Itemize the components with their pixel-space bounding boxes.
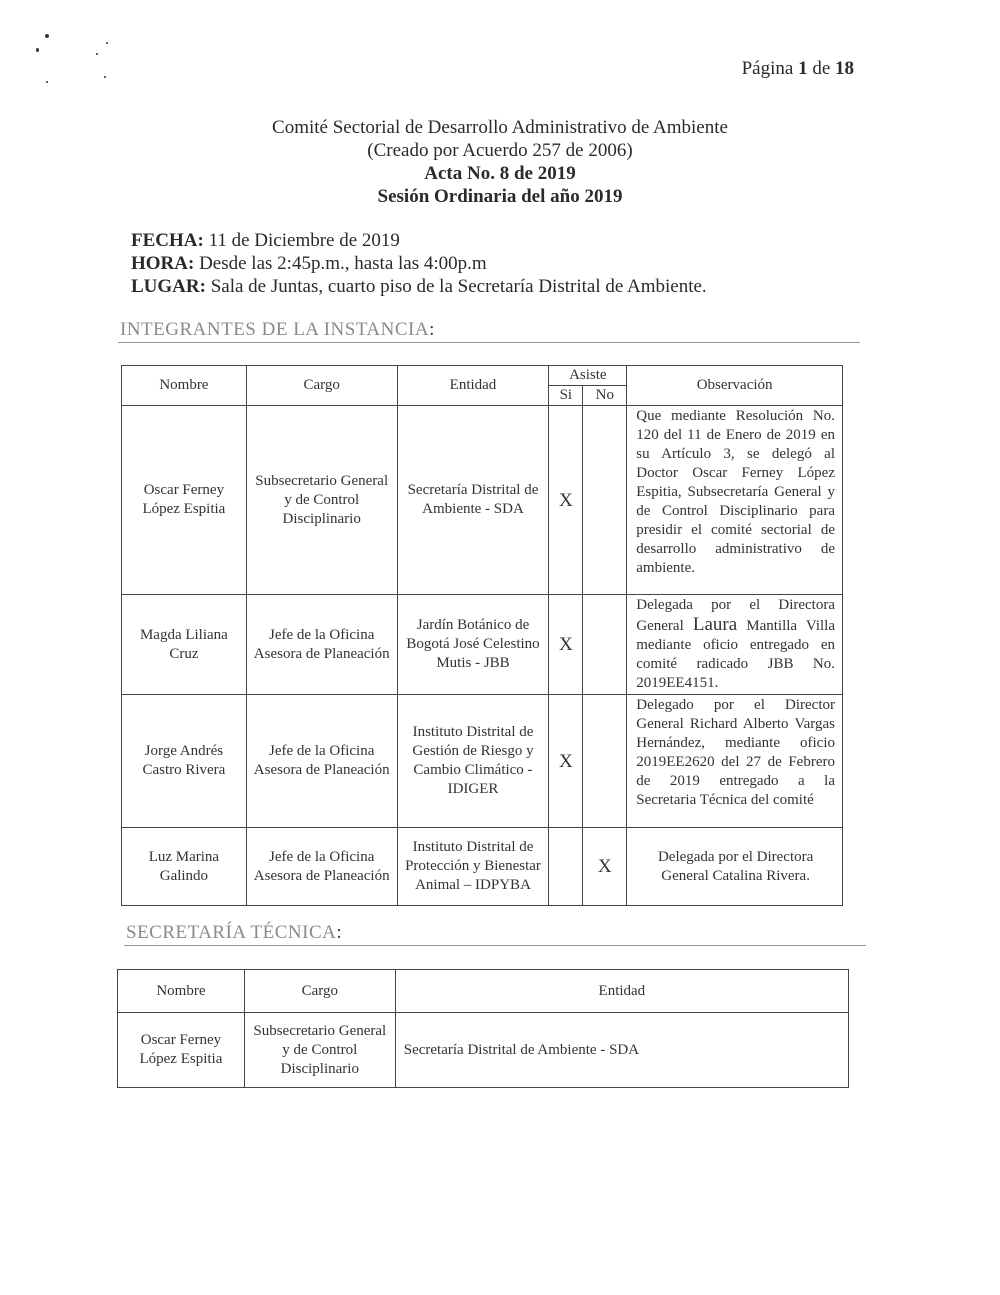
cell-no: X xyxy=(583,828,627,906)
secretaria-heading: SECRETARÍA TÉCNICA: xyxy=(124,922,866,946)
integrantes-heading: INTEGRANTES DE LA INSTANCIA: xyxy=(118,319,860,343)
cell-nombre: Jorge Andrés Castro Rivera xyxy=(122,695,247,828)
table-row xyxy=(122,828,843,906)
cell-entidad: Secretaría Distrital de Ambiente - SDA xyxy=(397,406,549,595)
scan-specks xyxy=(0,0,150,100)
cell-observacion: Delegada por el Directora General Catalina Rivera. xyxy=(627,828,843,906)
table-row xyxy=(122,406,843,595)
col-nombre: Nombre xyxy=(118,970,245,1013)
secretaria-table xyxy=(117,969,849,1088)
fecha-line: FECHA: 11 de Diciembre de 2019 xyxy=(131,230,400,251)
cell-nombre: Oscar Ferney López Espitia xyxy=(118,1013,245,1088)
acta-number: Acta No. 8 de 2019 xyxy=(424,163,576,184)
lugar-line: LUGAR: Sala de Juntas, cuarto piso de la Secretaría Distrital de Ambiente. xyxy=(131,276,707,297)
table-row xyxy=(122,695,843,828)
cell-cargo: Subsecretario General y de Control Disciplinario xyxy=(246,406,397,595)
cell-nombre: Magda Liliana Cruz xyxy=(122,595,247,695)
cell-cargo: Jefe de la Oficina Asesora de Planeación xyxy=(246,828,397,906)
cell-entidad: Instituto Distrital de Gestión de Riesgo y Cambio Climático - IDIGER xyxy=(397,695,549,828)
cell-observacion: Delegada por el Directora General Laura Mantilla Villa mediante oficio entregado en comité radicado JBB No. 2019EE4151. xyxy=(627,595,843,695)
committee-name: Comité Sectorial de Desarrollo Administrativo de Ambiente xyxy=(272,117,728,138)
document-title xyxy=(0,116,1000,208)
col-no: No xyxy=(583,386,627,406)
col-entidad: Entidad xyxy=(395,970,848,1013)
cell-no xyxy=(583,406,627,595)
col-cargo: Cargo xyxy=(246,366,397,406)
cell-observacion: Que mediante Resolución No. 120 del 11 de Enero de 2019 en su Artículo 3, se delegó al Doctor Oscar Ferney López Espitia, Subsecretaría General y de Control Disciplinario para presidir el comité sectorial de desarrollo administrativo de ambiente. xyxy=(627,406,843,595)
cell-si: X xyxy=(549,406,583,595)
table-row xyxy=(118,1013,849,1088)
cell-cargo: Jefe de la Oficina Asesora de Planeación xyxy=(246,695,397,828)
cell-nombre: Oscar Ferney López Espitia xyxy=(122,406,247,595)
cell-observacion: Delegado por el Director General Richard Alberto Vargas Hernández, mediante oficio 2019EE2620 del 27 de Febrero de 2019 entregado a la Secretaria Técnica del comité xyxy=(627,695,843,828)
col-nombre: Nombre xyxy=(122,366,247,406)
cell-cargo: Subsecretario General y de Control Disciplinario xyxy=(244,1013,395,1088)
cell-cargo: Jefe de la Oficina Asesora de Planeación xyxy=(246,595,397,695)
cell-entidad: Secretaría Distrital de Ambiente - SDA xyxy=(395,1013,848,1088)
cell-no xyxy=(583,595,627,695)
creation-note: (Creado por Acuerdo 257 de 2006) xyxy=(367,140,633,161)
col-si: Si xyxy=(549,386,583,406)
meeting-details xyxy=(131,229,707,298)
integrantes-table xyxy=(121,365,843,906)
cell-si: X xyxy=(549,695,583,828)
cell-entidad: Instituto Distrital de Protección y Bienestar Animal – IDPYBA xyxy=(397,828,549,906)
cell-entidad: Jardín Botánico de Bogotá José Celestino Mutis - JBB xyxy=(397,595,549,695)
page-number: Página 1 de 18 xyxy=(741,58,854,79)
cell-si xyxy=(549,828,583,906)
col-entidad: Entidad xyxy=(397,366,549,406)
cell-no xyxy=(583,695,627,828)
hora-line: HORA: Desde las 2:45p.m., hasta las 4:00p.m xyxy=(131,253,487,274)
cell-si: X xyxy=(549,595,583,695)
session-type: Sesión Ordinaria del año 2019 xyxy=(377,186,623,207)
col-cargo: Cargo xyxy=(244,970,395,1013)
table-row xyxy=(122,595,843,695)
col-asiste: Asiste xyxy=(549,366,627,386)
cell-nombre: Luz Marina Galindo xyxy=(122,828,247,906)
col-observacion: Observación xyxy=(627,366,843,406)
